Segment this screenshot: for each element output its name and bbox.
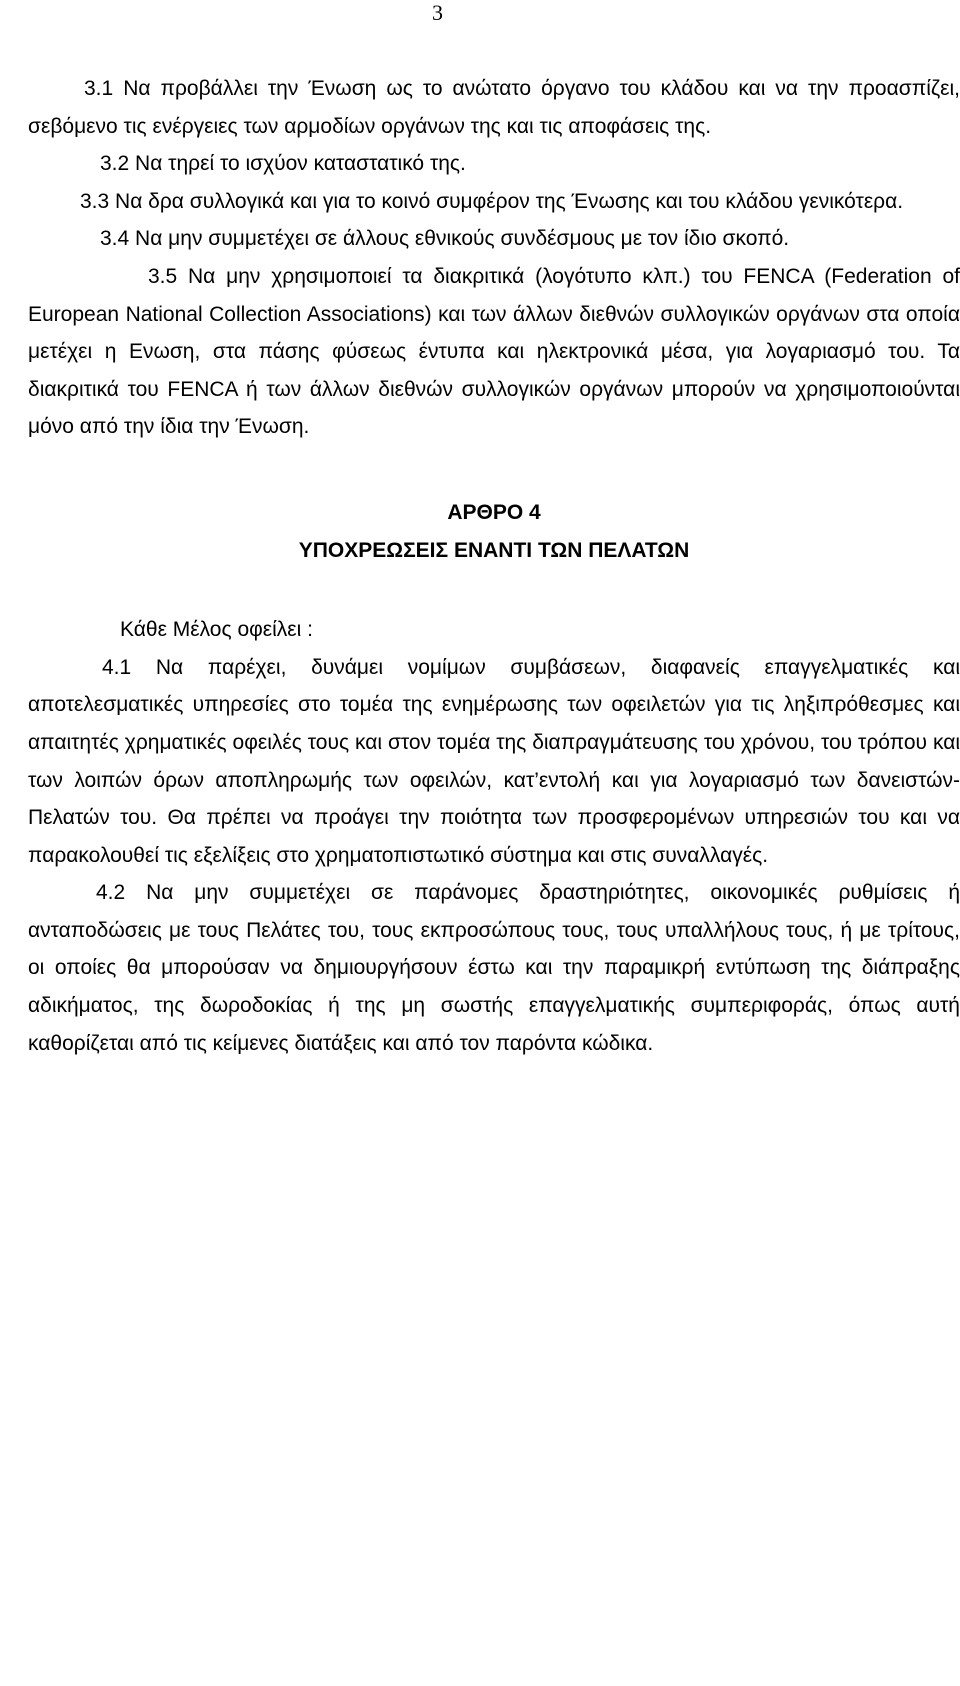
page-number: 3 xyxy=(432,0,443,25)
article-number: ΑΡΘΡΟ 4 xyxy=(447,500,541,524)
clause-3-3: 3.3 Να δρα συλλογικά και για το κοινό συμφέρον της Ένωσης και του κλάδου γενικότερα. xyxy=(80,189,904,213)
clause-4-2: 4.2 Να μην συμμετέχει σε παράνομες δραστηριότητες, οικονομικές ρυθμίσεις ή ανταποδώσεις με τους Πελάτες του, τους εκπροσώπους τους, τους υπαλλήλους τους, ή με τρίτους, οι οποίες θα μπορούσαν να δημιουργήσουν έστω και την παραμικρή εντύπωση της διάπραξης αδικήματος, της δωροδοκίας ή της μη σωστής επαγγελματικής συμπεριφοράς, όπως αυτή καθορίζεται από τις κείμενες διατάξεις και από τον παρόντα κώδικα. xyxy=(28,881,960,1055)
article-intro: Κάθε Μέλος οφείλει : xyxy=(120,618,313,642)
clause-4-1: 4.1 Να παρέχει, δυνάμει νομίμων συμβάσεων, διαφανείς επαγγελματικές και αποτελεσματικές υπηρεσίες στο τομέα της ενημέρωσης των οφειλετών για τις ληξιπρόθεσμες και απαιτητές χρηματικές οφειλές τους και στον τομέα της διαπραγμάτευσης του χρόνου, του τρόπου και των λοιπών όρων αποπληρωμής των οφειλών, κατ’εντολή και για λογαριασμό των δανειστών-Πελατών του. Θα πρέπει να προάγει την ποιότητα των προσφερομένων υπηρεσιών του και να παρακολουθεί τις εξελίξεις στο χρηματοπιστωτικό σύστημα και στις συναλλαγές. xyxy=(28,655,960,867)
clause-3-4: 3.4 Να μην συμμετέχει σε άλλους εθνικούς συνδέσμους με τον ίδιο σκοπό. xyxy=(100,227,790,251)
clause-3-2: 3.2 Να τηρεί το ισχύον καταστατικό της. xyxy=(100,152,466,176)
clause-3-5: 3.5 Να μην χρησιμοποιεί τα διακριτικά (λογότυπο κλπ.) του FENCA (Federation of European National Collection Associations) και των άλλων διεθνών συλλογικών οργάνων στα οποία μετέχει η Ενωση, στα πάσης φύσεως έντυπα και ηλεκτρονικά μέσα, για λογαριασμό του. Τα διακριτικά του FENCA ή των άλλων διεθνών συλλογικών οργάνων μπορούν να χρησιμοποιούνται μόνο από την ίδια την Ένωση. xyxy=(28,264,960,439)
article-title: ΥΠΟΧΡΕΩΣΕΙΣ ΕΝΑΝΤΙ ΤΩΝ ΠΕΛΑΤΩΝ xyxy=(298,538,690,562)
clause-3-1: 3.1 Να προβάλλει την Ένωση ως το ανώτατο όργανο του κλάδου και να την προασπίζει, σεβόμενο τις ενέργειες των αρμοδίων οργάνων της και τις αποφάσεις της. xyxy=(28,77,960,138)
document-body xyxy=(28,70,960,1062)
